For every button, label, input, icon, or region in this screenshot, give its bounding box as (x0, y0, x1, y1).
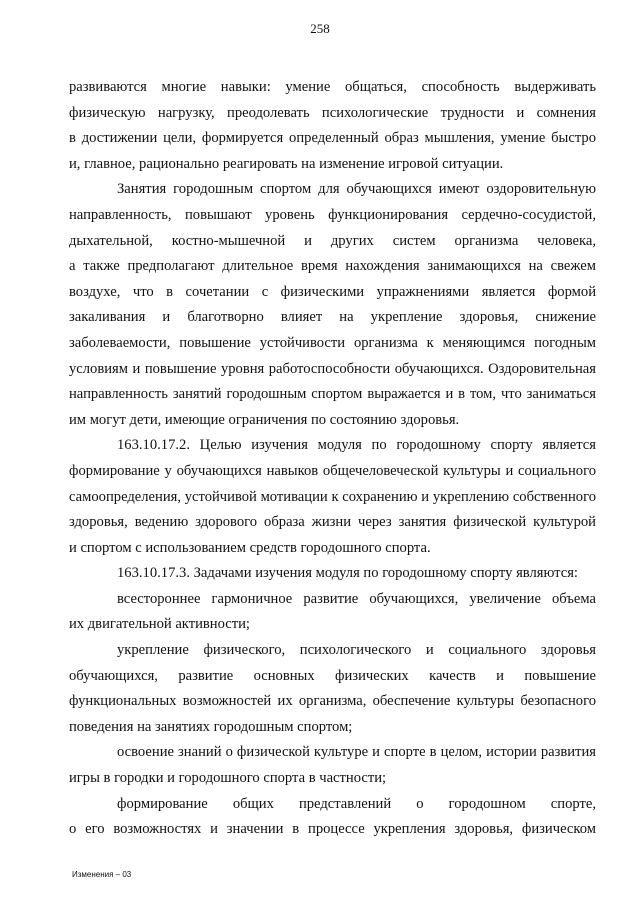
text-line: им могут дети, имеющие ограничения по состоянию здоровья. (69, 411, 460, 428)
text-line: направленность занятий городошным спортом выражается и в том, что заниматься (69, 386, 596, 403)
text-line: физическую нагрузку, преодолевать психологические трудности и сомнения (69, 104, 596, 121)
text-line: формирование у обучающихся навыков общечеловеческой культуры и социального (69, 462, 596, 479)
text-line: освоение знаний о физической культуре и спорте в целом, истории развития (117, 744, 596, 761)
text-line: а также предполагают длительное время нахождения занимающихся на свежем (69, 258, 596, 275)
text-line: 163.10.17.3. Задачами изучения модуля по городошному спорту являются: (117, 565, 578, 582)
text-line: о его возможностях и значении в процессе укрепления здоровья, физическом (69, 821, 596, 838)
text-line: закаливания и благотворно влияет на укрепление здоровья, снижение (69, 309, 596, 326)
text-line: обучающихся, развитие основных физических качеств и повышение (69, 667, 596, 684)
text-line: дыхательной, костно-мышечной и других систем организма человека, (69, 232, 596, 249)
text-line: укрепление физического, психологического и социального здоровья (117, 642, 596, 659)
text-line: и спортом с использованием средств городошного спорта. (69, 539, 431, 556)
text-line: заболеваемости, повышение устойчивости организма к меняющимся погодным (69, 334, 596, 351)
text-line: воздухе, что в сочетании с физическими упражнениями является формой (69, 283, 596, 300)
text-line: игры в городки и городошного спорта в частности; (69, 770, 387, 787)
revision-footer: Изменения – 03 (72, 870, 132, 879)
text-line: самоопределения, устойчивой мотивации к сохранению и укреплению собственного (69, 488, 596, 505)
text-line: и, главное, рационально реагировать на изменение игровой ситуации. (69, 155, 504, 172)
text-line: направленность, повышают уровень функционирования сердечно-сосудистой, (69, 206, 596, 223)
text-line: функциональных возможностей их организма, обеспечение культуры безопасного (69, 693, 596, 710)
text-line: развиваются многие навыки: умение общаться, способность выдерживать (69, 79, 596, 95)
text-line: Занятия городошным спортом для обучающихся имеют оздоровительную (117, 181, 596, 198)
text-line: формирование общих представлений о городошном спорте, (117, 795, 596, 812)
body-text (69, 75, 596, 843)
page-number: 258 (310, 21, 330, 36)
text-line: всестороннее гармоничное развитие обучающихся, увеличение объема (117, 590, 596, 607)
text-line: условиям и повышение уровня работоспособности обучающихся. Оздоровительная (69, 360, 596, 377)
text-line: поведения на занятиях городошным спортом; (69, 718, 353, 735)
text-line: в достижении цели, формируется определенный образ мышления, умение быстро (69, 130, 596, 147)
text-line: 163.10.17.2. Целью изучения модуля по городошному спорту является (117, 437, 596, 454)
text-line: здоровья, ведению здорового образа жизни через занятия физической культурой (69, 514, 596, 531)
text-line: их двигательной активности; (69, 616, 250, 633)
